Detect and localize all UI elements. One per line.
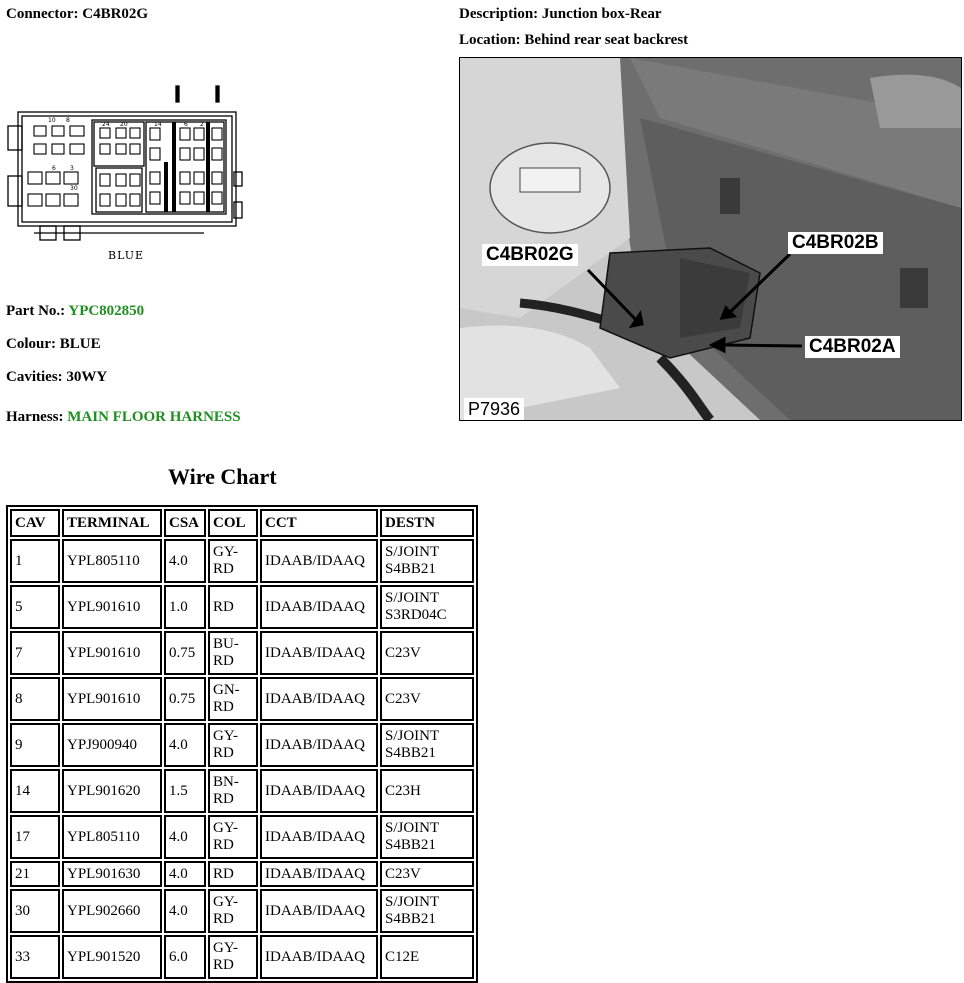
cell-csa: 4.0 <box>164 723 206 767</box>
table-row <box>10 935 474 979</box>
location-photo <box>459 57 962 421</box>
colour-label: Colour: <box>6 336 56 352</box>
cell-csa: 0.75 <box>164 631 206 675</box>
cell-destn: S/JOINT S3RD04C <box>380 585 474 629</box>
cell-cct: IDAAB/IDAAQ <box>260 677 378 721</box>
header-cav: CAV <box>10 509 60 537</box>
cell-cct: IDAAB/IDAAQ <box>260 539 378 583</box>
colour-value: BLUE <box>59 336 101 352</box>
cell-destn: C23V <box>380 631 474 675</box>
wire-chart-table <box>6 505 478 983</box>
table-row <box>10 769 474 813</box>
cell-destn: S/JOINT S4BB21 <box>380 815 474 859</box>
connector-label: Connector: <box>6 6 79 22</box>
header-cct: CCT <box>260 509 378 537</box>
cell-col: GY-RD <box>208 723 258 767</box>
cell-destn: C23V <box>380 677 474 721</box>
cell-col: RD <box>208 585 258 629</box>
colour-line <box>6 335 101 353</box>
cell-terminal: YPL805110 <box>62 539 162 583</box>
cell-cav: 30 <box>10 889 60 933</box>
cell-cav: 1 <box>10 539 60 583</box>
cell-col: GY-RD <box>208 889 258 933</box>
svg-text:2: 2 <box>200 121 204 128</box>
cell-col: BU-RD <box>208 631 258 675</box>
location-line <box>459 31 688 49</box>
callout-c4br02a: C4BR02A <box>805 336 900 358</box>
svg-text:6: 6 <box>52 165 56 172</box>
part-no-link[interactable]: YPC802850 <box>68 303 145 319</box>
cell-cct: IDAAB/IDAAQ <box>260 815 378 859</box>
location-label: Location: <box>459 32 521 48</box>
wire-chart-title: Wire Chart <box>168 464 277 489</box>
svg-text:20: 20 <box>120 121 128 128</box>
table-row <box>10 815 474 859</box>
cell-destn: S/JOINT S4BB21 <box>380 723 474 767</box>
cell-terminal: YPL901520 <box>62 935 162 979</box>
header-col: COL <box>208 509 258 537</box>
harness-line <box>6 408 241 426</box>
cavities-line <box>6 368 107 386</box>
cell-destn: S/JOINT S4BB21 <box>380 539 474 583</box>
cell-terminal: YPJ900940 <box>62 723 162 767</box>
cell-terminal: YPL901610 <box>62 677 162 721</box>
table-row <box>10 889 474 933</box>
cell-cav: 9 <box>10 723 60 767</box>
table-row <box>10 723 474 767</box>
photo-id: P7936 <box>464 398 524 420</box>
cell-csa: 4.0 <box>164 889 206 933</box>
svg-text:24: 24 <box>102 121 110 128</box>
harness-link[interactable]: MAIN FLOOR HARNESS <box>67 409 241 425</box>
cell-csa: 0.75 <box>164 677 206 721</box>
connector-value: C4BR02G <box>82 6 149 22</box>
cell-cav: 8 <box>10 677 60 721</box>
cell-csa: 4.0 <box>164 861 206 887</box>
table-row <box>10 861 474 887</box>
cell-terminal: YPL901620 <box>62 769 162 813</box>
cell-cav: 33 <box>10 935 60 979</box>
cell-col: GY-RD <box>208 935 258 979</box>
cell-terminal: YPL901610 <box>62 585 162 629</box>
harness-label: Harness: <box>6 409 64 425</box>
cell-destn: C12E <box>380 935 474 979</box>
cell-csa: 1.5 <box>164 769 206 813</box>
table-header-row <box>10 509 474 537</box>
connector-line <box>6 5 148 23</box>
callout-c4br02g: C4BR02G <box>482 244 578 266</box>
table-row <box>10 631 474 675</box>
svg-text:3: 3 <box>70 165 74 172</box>
cell-terminal: YPL902660 <box>62 889 162 933</box>
header-terminal: TERMINAL <box>62 509 162 537</box>
cell-destn: C23H <box>380 769 474 813</box>
header-csa: CSA <box>164 509 206 537</box>
location-value: Behind rear seat backrest <box>524 32 689 48</box>
cell-cav: 21 <box>10 861 60 887</box>
description-line <box>459 5 662 23</box>
svg-text:30: 30 <box>70 185 78 192</box>
table-row <box>10 539 474 583</box>
svg-text:14: 14 <box>154 121 162 128</box>
cell-csa: 4.0 <box>164 815 206 859</box>
description-value: Junction box-Rear <box>541 6 662 22</box>
cell-cct: IDAAB/IDAAQ <box>260 631 378 675</box>
table-row <box>10 585 474 629</box>
cell-terminal: YPL901610 <box>62 631 162 675</box>
cell-cav: 7 <box>10 631 60 675</box>
cavities-label: Cavities: <box>6 369 63 385</box>
svg-text:6: 6 <box>184 121 188 128</box>
cell-cct: IDAAB/IDAAQ <box>260 723 378 767</box>
cell-cct: IDAAB/IDAAQ <box>260 889 378 933</box>
cell-csa: 4.0 <box>164 539 206 583</box>
part-no-line <box>6 302 144 320</box>
cell-col: RD <box>208 861 258 887</box>
cell-csa: 6.0 <box>164 935 206 979</box>
svg-text:10: 10 <box>48 117 56 124</box>
cell-cct: IDAAB/IDAAQ <box>260 935 378 979</box>
cell-cct: IDAAB/IDAAQ <box>260 585 378 629</box>
header-destn: DESTN <box>380 509 474 537</box>
cell-cav: 5 <box>10 585 60 629</box>
cell-col: GY-RD <box>208 539 258 583</box>
cell-csa: 1.0 <box>164 585 206 629</box>
cell-col: GN-RD <box>208 677 258 721</box>
cell-cct: IDAAB/IDAAQ <box>260 861 378 887</box>
table-row <box>10 677 474 721</box>
cell-terminal: YPL901630 <box>62 861 162 887</box>
cell-destn: C23V <box>380 861 474 887</box>
connector-face-diagram <box>4 82 244 262</box>
cell-col: GY-RD <box>208 815 258 859</box>
cell-col: BN-RD <box>208 769 258 813</box>
diagram-colour-caption: BLUE <box>108 249 145 262</box>
cell-terminal: YPL805110 <box>62 815 162 859</box>
description-label: Description: <box>459 6 539 22</box>
svg-text:8: 8 <box>66 117 70 124</box>
callout-c4br02b: C4BR02B <box>788 232 883 254</box>
cell-cav: 14 <box>10 769 60 813</box>
cell-destn: S/JOINT S4BB21 <box>380 889 474 933</box>
part-no-label: Part No.: <box>6 303 66 319</box>
cell-cav: 17 <box>10 815 60 859</box>
location-photo-drawing <box>460 58 961 420</box>
cell-cct: IDAAB/IDAAQ <box>260 769 378 813</box>
cavities-value: 30WY <box>66 369 108 385</box>
